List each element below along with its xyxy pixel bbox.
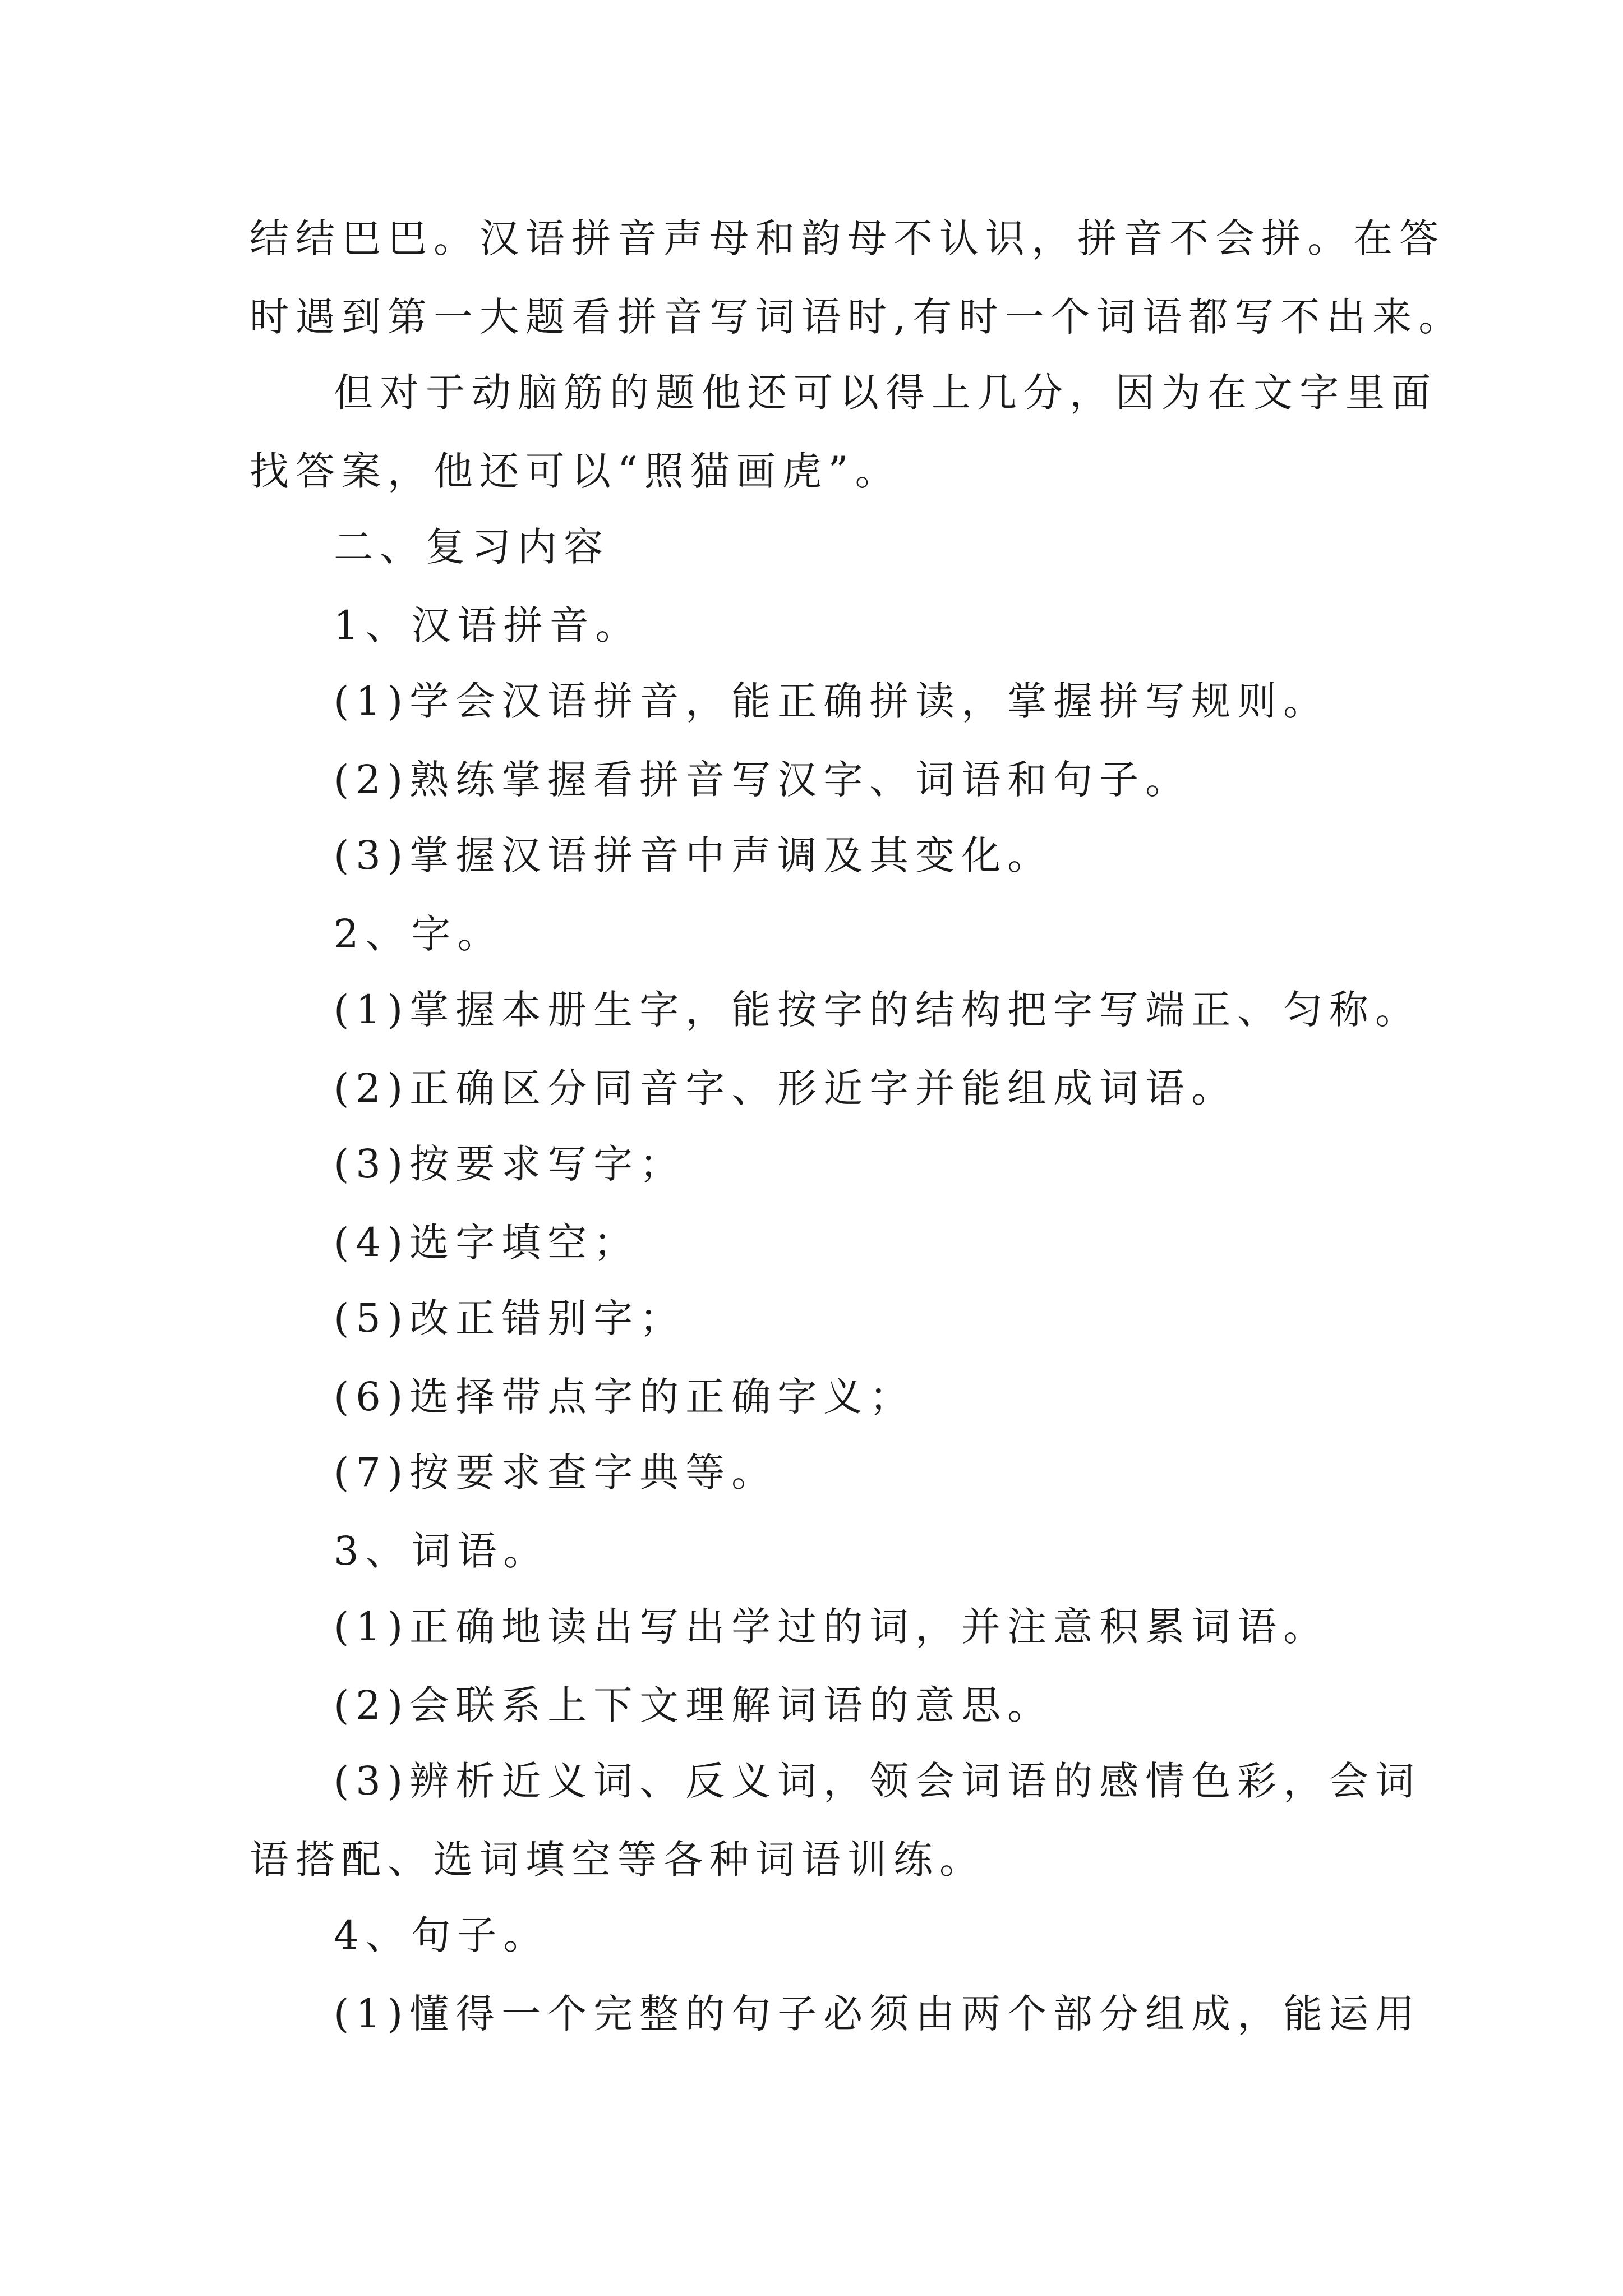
list-item: (1)学会汉语拼音，能正确拼读，掌握拼写规则。 <box>334 678 1330 724</box>
subsection-heading: 3、词语。 <box>334 1528 550 1574</box>
text-line: 结结巴巴。汉语拼音声母和韵母不认识，拼音不会拼。在答 <box>250 215 1445 261</box>
list-item: (5)改正错别字； <box>334 1295 686 1341</box>
subsection-heading: 2、字。 <box>334 911 504 957</box>
list-item: (3)按要求写字； <box>334 1141 686 1187</box>
list-item: (7)按要求查字典等。 <box>334 1450 778 1496</box>
list-item: (4)选字填空； <box>334 1220 640 1266</box>
list-item: (3)辨析近义词、反义词，领会词语的感情色彩，会词 <box>334 1758 1422 1804</box>
subsection-heading: 1、汉语拼音。 <box>334 602 642 648</box>
list-item: (2)正确区分同音字、形近字并能组成词语。 <box>334 1065 1238 1111</box>
list-item: (1)掌握本册生字，能按字的结构把字写端正、匀称。 <box>334 987 1422 1033</box>
text-line: 找答案，他还可以“照猫画虎”。 <box>250 448 901 494</box>
text-line: 语搭配、选词填空等各种词语训练。 <box>250 1837 985 1883</box>
section-heading: 二、复习内容 <box>334 524 610 570</box>
list-item: (1)懂得一个完整的句子必须由两个部分组成，能运用 <box>334 1991 1422 2037</box>
list-item: (1)正确地读出写出学过的词，并注意积累词语。 <box>334 1604 1330 1650</box>
list-item: (6)选择带点字的正确字义； <box>334 1374 916 1420</box>
list-item: (2)熟练掌握看拼音写汉字、词语和句子。 <box>334 757 1192 803</box>
subsection-heading: 4、句子。 <box>334 1912 550 1958</box>
text-line: 时遇到第一大题看拼音写词语时,有时一个词语都写不出来。 <box>250 294 1465 340</box>
list-item: (3)掌握汉语拼音中声调及其变化。 <box>334 832 1054 878</box>
text-line: 但对于动脑筋的题他还可以得上几分，因为在文字里面 <box>334 370 1437 416</box>
list-item: (2)会联系上下文理解词语的意思。 <box>334 1682 1054 1728</box>
